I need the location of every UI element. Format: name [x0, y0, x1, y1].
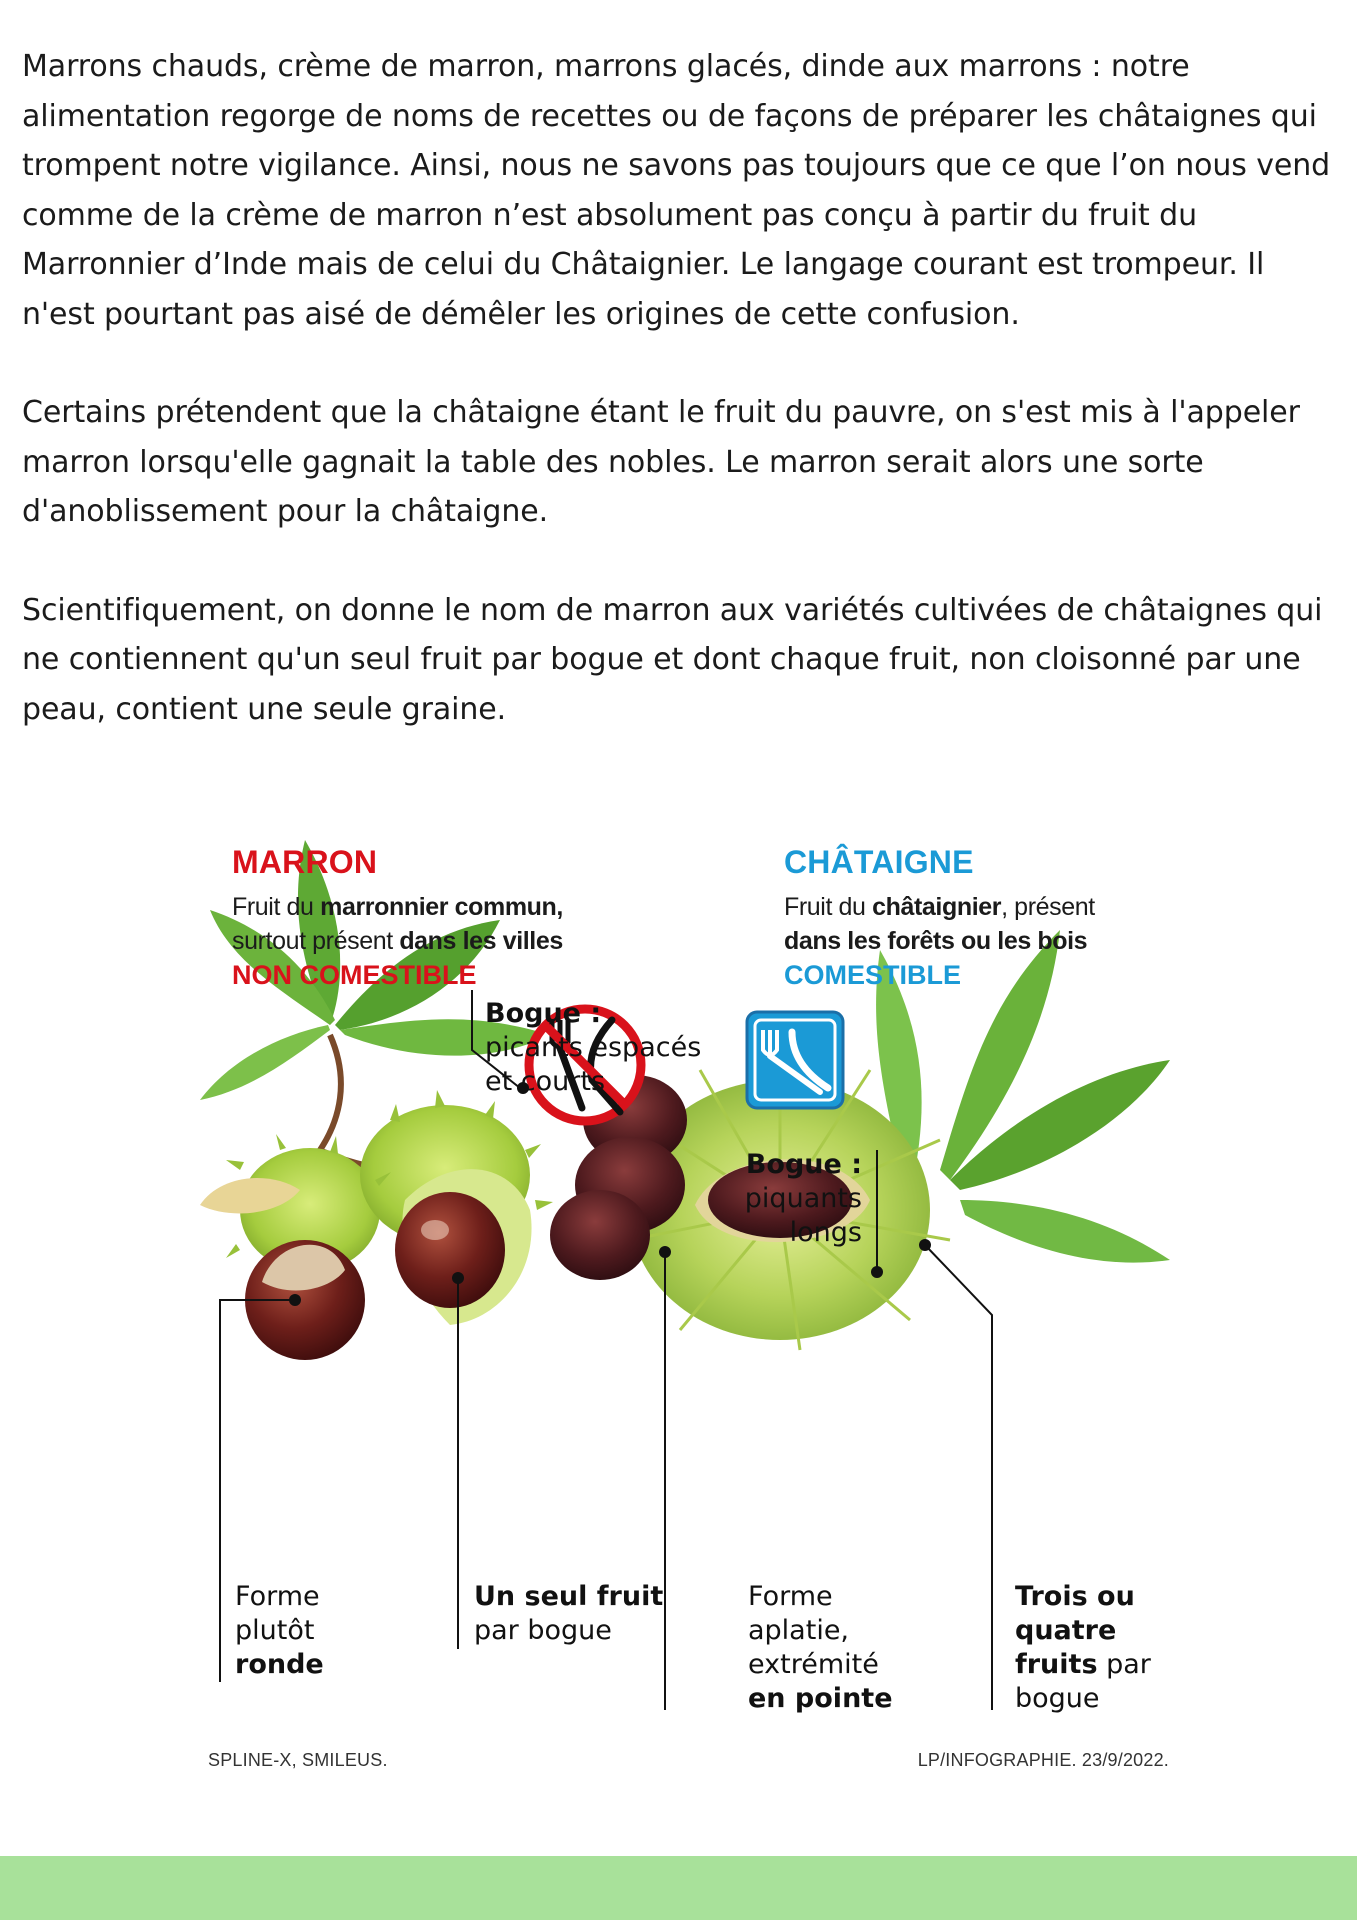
- credit-photos: SPLINE-X, SMILEUS.: [208, 1750, 388, 1770]
- chataigne-forme-1: Forme: [748, 1581, 833, 1612]
- marron-forme-3: ronde: [235, 1649, 324, 1680]
- article-body: [22, 42, 1340, 783]
- chataigne-desc-1a: Fruit du: [784, 893, 873, 921]
- marron-status: NON COMESTIBLE: [232, 960, 477, 990]
- marron-bogue-text-2: et courts: [485, 1066, 606, 1097]
- marron-bogue-callout: [485, 997, 725, 1099]
- paragraph-3: Scientifiquement, on donne le nom de marron aux variétés cultivées de châtaignes qui ne contiennent qu'un seul fruit par bogue et dont chaque fruit, non cloisonné par une peau, contient une seule graine.: [22, 592, 1323, 727]
- chataigne-forme-callout: [748, 1580, 948, 1716]
- chataigne-forme-4: en pointe: [748, 1683, 893, 1714]
- marron-forme-2: plutôt: [235, 1615, 315, 1646]
- chataigne-bogue-label: Bogue :: [745, 1149, 862, 1180]
- chataigne-fruit-4: bogue: [1015, 1683, 1100, 1714]
- marron-bogue-label: Bogue :: [485, 998, 602, 1029]
- chataigne-forme-3: extrémité: [748, 1649, 879, 1680]
- marron-bogue-text-1: picants espacés: [485, 1032, 702, 1063]
- chataigne-fruit-3: fruits: [1015, 1649, 1098, 1680]
- marron-desc-2a: surtout présent: [232, 927, 400, 955]
- chataigne-desc-1b: châtaignier: [872, 893, 1002, 921]
- marron-desc-1a: Fruit du: [232, 893, 321, 921]
- chataigne-fruit-1: Trois ou: [1015, 1581, 1135, 1612]
- marron-chataigne-infographic: [180, 820, 1180, 1780]
- credit-infographie: LP/INFOGRAPHIE. 23/9/2022.: [917, 1750, 1169, 1770]
- marron-fruit-2: par bogue: [474, 1615, 612, 1646]
- marron-forme-1: Forme: [235, 1581, 320, 1612]
- paragraph-1: Marrons chauds, crème de marron, marrons glacés, dinde aux marrons : notre alimentation regorge de noms de recettes ou de façons de préparer les châtaignes qui trompent notre vigilance. Ainsi, nous ne savons pas toujours que ce que l’on nous vend comme de la crème de marron n’est absolument pas conçu à partir du fruit du Marronnier d’Inde mais de celui du Châtaignier. Le langage courant est trompeur. Il n'est pourtant pas aisé de démêler les origines de cette confusion.: [22, 49, 1331, 332]
- paragraph-2: Certains prétendent que la châtaigne étant le fruit du pauvre, on s'est mis à l'appeler marron lorsqu'elle gagnait la table des nobles. Le marron serait alors une sorte d'anoblissement pour la châtaigne.: [22, 395, 1300, 529]
- chataigne-description: [784, 890, 1164, 958]
- chataigne-status: COMESTIBLE: [784, 960, 962, 990]
- marron-desc-2b: dans les villes: [399, 927, 563, 955]
- marron-forme-callout: [235, 1580, 415, 1682]
- chataigne-desc-1c: , présent: [1001, 893, 1095, 921]
- chataigne-title: CHÂTAIGNE: [784, 844, 974, 880]
- marron-desc-1b: marronnier commun,: [320, 893, 563, 921]
- chataigne-fruit-callout: [1015, 1580, 1165, 1716]
- marron-fruit-callout: [474, 1580, 694, 1648]
- cutlery-icon: [747, 1012, 843, 1108]
- marron-description: [232, 890, 652, 958]
- chataigne-bogue-text-1: piquants: [744, 1183, 862, 1214]
- chataigne-fruit-3b: par: [1097, 1649, 1151, 1680]
- chataigne-desc-2: dans les forêts ou les bois: [784, 927, 1088, 955]
- chataigne-forme-2: aplatie,: [748, 1615, 850, 1646]
- chataigne-bogue-callout: [700, 1148, 862, 1250]
- chataigne-fruit-2: quatre: [1015, 1615, 1117, 1646]
- marron-title: MARRON: [232, 844, 378, 880]
- marron-fruit-1: Un seul fruit: [474, 1581, 664, 1612]
- footer-band: [0, 1856, 1357, 1920]
- chataigne-bogue-text-2: longs: [789, 1217, 862, 1248]
